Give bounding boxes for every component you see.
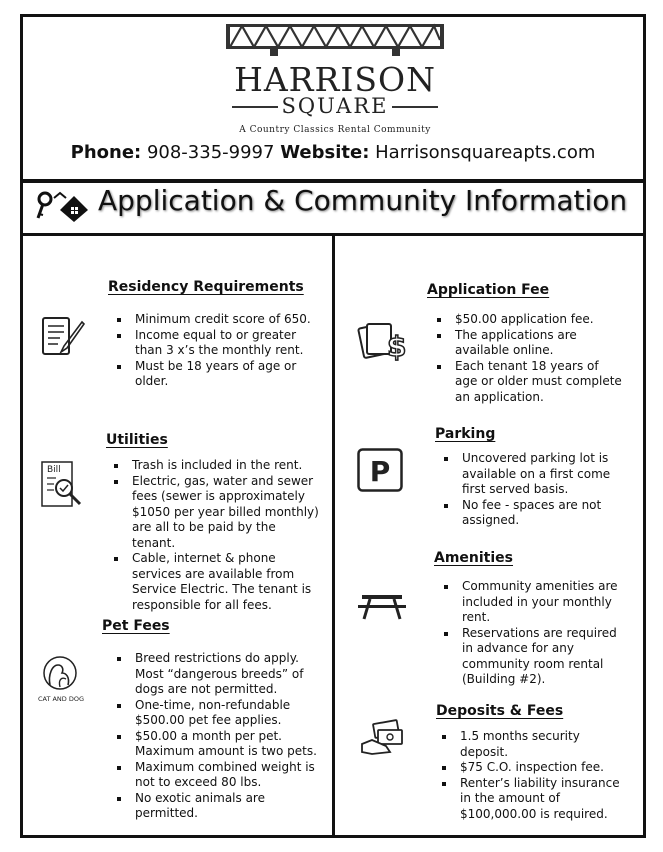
list-item: No exotic animals are permitted. (115, 791, 327, 822)
phone-label: Phone: (70, 142, 142, 163)
website-label: Website: (280, 142, 370, 163)
list-item: Income equal to or greater than 3 x’s the monthly rent. (115, 328, 321, 359)
column-divider (332, 236, 335, 838)
section-title-amenities: Amenities (434, 550, 514, 566)
parking-sign-icon (357, 448, 403, 492)
section-title-deposits-fees: Deposits & Fees (436, 703, 564, 719)
svg-text:CAT AND DOG: CAT AND DOG (37, 695, 85, 703)
page-title: Application & Community Information (98, 184, 628, 217)
phone-number[interactable]: 908-335-9997 (146, 142, 275, 163)
list-item: Community amenities are included in your monthly rent. (442, 579, 626, 626)
list-item: Trash is included in the rent. (112, 458, 322, 474)
list-item: $75 C.O. inspection fee. (440, 760, 626, 776)
header-divider (20, 179, 646, 183)
application-fee-list (435, 312, 623, 405)
key-and-house-icon (34, 190, 90, 224)
website-link[interactable]: Harrisonsquareapts.com (375, 142, 596, 163)
picnic-table-icon (356, 592, 408, 622)
section-title-residency: Residency Requirements (108, 279, 304, 295)
section-title-application-fee: Application Fee (427, 282, 550, 298)
parking-list (442, 451, 622, 529)
list-item: Electric, gas, water and sewer fees (sewer is approximately $1050 per year billed monthly) are all to be paid by the tenant. (112, 474, 322, 552)
money-dollar-icon (357, 318, 407, 364)
contact-line (22, 142, 644, 163)
list-item: Breed restrictions do apply. Most “dangerous breeds” of dogs are not permitted. (115, 651, 327, 698)
pet-fees-list (115, 651, 327, 822)
logo-tagline: A Country Classics Rental Community (239, 125, 431, 135)
section-title-utilities: Utilities (106, 432, 168, 448)
hand-money-icon (360, 718, 406, 758)
svg-text:Bill: Bill (47, 465, 61, 475)
list-item: Minimum credit score of 650. (115, 312, 321, 328)
harrison-square-logo (222, 20, 448, 138)
list-item: Renter’s liability insurance in the amount of $100,000.00 is required. (440, 776, 626, 823)
list-item: Cable, internet & phone services are available from Service Electric. The tenant is responsible for all fees. (112, 551, 322, 613)
list-item: $50.00 a month per pet. Maximum amount is two pets. (115, 729, 327, 760)
list-item: Reservations are required in advance for any community room rental (Building #2). (442, 626, 626, 688)
section-title-pet-fees: Pet Fees (102, 618, 170, 634)
list-item: $50.00 application fee. (435, 312, 623, 328)
deposits-fees-list (440, 729, 626, 822)
bill-magnifier-icon (40, 460, 86, 510)
residency-list (115, 312, 321, 390)
logo-wordmark: HARRISON (234, 60, 436, 99)
svg-text:$: $ (387, 330, 407, 363)
list-item: Must be 18 years of age or older. (115, 359, 321, 390)
list-item: Maximum combined weight is not to exceed 80 lbs. (115, 760, 327, 791)
list-item: No fee - spaces are not assigned. (442, 498, 622, 529)
bridge-truss-icon (222, 20, 448, 60)
cat-and-dog-icon (38, 655, 84, 705)
section-title-parking: Parking (435, 426, 496, 442)
logo-subtitle: SQUARE (281, 94, 389, 118)
list-item: The applications are available online. (435, 328, 623, 359)
svg-text:P: P (369, 455, 391, 488)
clipboard-pencil-icon (40, 314, 86, 360)
list-item: Each tenant 18 years of age or older must complete an application. (435, 359, 623, 406)
amenities-list (442, 579, 626, 688)
list-item: 1.5 months security deposit. (440, 729, 626, 760)
utilities-list (112, 458, 322, 613)
list-item: Uncovered parking lot is available on a first come first served basis. (442, 451, 622, 498)
list-item: One-time, non-refundable $500.00 pet fee applies. (115, 698, 327, 729)
